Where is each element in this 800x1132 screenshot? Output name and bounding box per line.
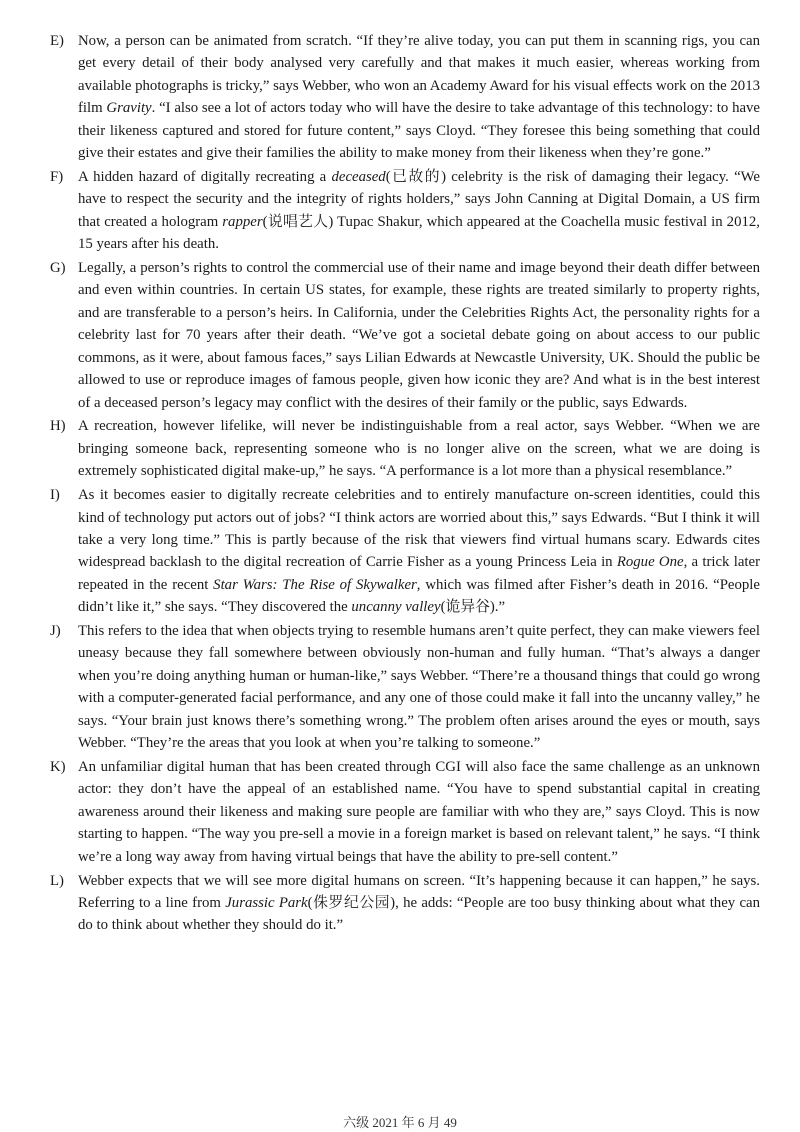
paragraph-letter: G) xyxy=(50,260,66,277)
text-run: An unfamiliar digital human that has been created through CGI will also face the same challenge as an unknown actor: they don’t have the appeal of an established name. “You have to spend substantial capital in creating awareness around their likeness and making sure people are familiar with who they are,” says Cloyd. This is now starting to happen. “The way you pre-sell a movie in a foreign market is based on relevant talent,” he says. “I think we’re a long way away from having virtual beings that have the ability to pre-sell content.” xyxy=(78,759,760,865)
paragraph-body xyxy=(78,759,760,865)
paragraph-j xyxy=(50,620,760,754)
italic-term: Gravity xyxy=(106,100,152,117)
paragraph-letter: J) xyxy=(50,623,61,640)
paragraph-body xyxy=(78,623,760,751)
text-run: (已故的) celebrity is the risk of damaging their legacy. “We have to respect the security and the integrity of rights holders,” says John Canning at Digital Domain, a US firm that created a hologram xyxy=(78,168,760,230)
paragraph-letter: E) xyxy=(50,33,64,49)
italic-term: Rogue One xyxy=(616,554,684,571)
page-footer: 六级 2021 年 6 月 49 xyxy=(343,1115,457,1130)
paragraph-l xyxy=(50,870,760,937)
paragraph-i xyxy=(50,484,760,618)
text-run: This refers to the idea that when objects trying to resemble humans aren’t quite perfect, they can make viewers feel uneasy because they fall somewhere between obviously non-human and fully human. “That’s always a danger when you’re doing anything human or human-like,” says Webber. “There’re a thousand things that could go wrong with a computer-generated facial performance, and any one of those could make it fall into the uncanny valley,” he says. “Your brain just knows there’s something wrong.” The problem often arises around the eyes or mouth, says Webber. “They’re the areas that you look at when you’re talking to someone.” xyxy=(78,623,760,752)
text-run: As it becomes easier to digitally recreate celebrities and to entirely manufacture on-screen identities, could this kind of technology put actors out of jobs? “I think actors are worried about this,” says Edwards. “But I think it will take a very long time.” This is partly because of the risk that viewers find virtual humans scary. Edwards cites widespread backlash to the digital recreation of Carrie Fisher as a young Princess Leia in xyxy=(78,487,760,571)
text-run: (侏罗纪公园), he adds: “People are too busy thinking about what they can do to think about whether they should do it.” xyxy=(78,894,760,934)
text-run: A recreation, however lifelike, will never be indistinguishable from a real actor, says Webber. “When we are bringing someone back, representing someone who is no longer alive on the screen, what we are doing is extremely sophisticated digital make-up,” he says. “A performance is a lot more than a physical resemblance.” xyxy=(78,418,760,480)
text-run: Webber expects that we will see more digital humans on screen. “It’s happening because it can happen,” he says. Referring to a line from xyxy=(78,872,760,911)
paragraph-g xyxy=(50,257,760,414)
paragraph-letter: K) xyxy=(50,759,66,775)
paragraph-e xyxy=(50,30,760,164)
italic-term: deceased xyxy=(331,168,386,185)
text-run: A hidden hazard of digitally recreating a xyxy=(78,168,332,185)
reading-passage xyxy=(50,30,760,938)
paragraph-letter: F) xyxy=(50,168,64,185)
text-run: , a trick later repeated in the recent xyxy=(78,554,761,593)
italic-term: uncanny valley xyxy=(351,599,441,616)
text-run: Legally, a person’s rights to control the commercial use of their name and image beyond their death differ between and even within countries. In certain US states, for example, these rights are treated similarly to property rights, and are transferable to a person’s heirs. In California, under the Celebrities Rights Act, the personality rights for a celebrity last for 70 years after their death. “We’ve got a societal debate going on about access to our public commons, as it were, about famous faces,” says Lilian Edwards at Newcastle University, UK. Should the public be allowed to use or reproduce images of famous people, given how iconic they are? And what is in the best interest of a deceased person’s legacy may conflict with the desires of their family or the public, says Edwards. xyxy=(78,260,760,411)
paragraph-body xyxy=(78,873,760,934)
paragraph-f xyxy=(50,166,760,256)
italic-term: Jurassic Park xyxy=(225,894,308,911)
paragraph-body xyxy=(78,418,760,479)
text-run: (说唱艺人) Tupac Shakur, which appeared at the Coachella music festival in 2012, 15 years after his death. xyxy=(78,213,760,253)
italic-term: rapper xyxy=(222,213,263,230)
paragraph-body xyxy=(78,487,760,615)
text-run: (诡异谷).” xyxy=(440,599,506,616)
paragraph-letter: L) xyxy=(50,872,64,889)
italic-term: Star Wars: The Rise of Skywalker xyxy=(213,576,417,593)
paragraph-letter: H) xyxy=(50,418,66,435)
text-run: . “I also see a lot of actors today who will have the desire to take advantage of this technology: to have their likeness captured and stored for future content,” says Cloyd. “They foresee this being something that could give their estates and give their families the ability to make money from their likeness when they’re gone.” xyxy=(78,100,760,162)
text-run: , which was filmed after Fisher’s death in 2016. “People didn’t like it,” she says. “They discovered the xyxy=(78,576,760,616)
text-run: Now, a person can be animated from scratch. “If they’re alive today, you can put them in scanning rigs, you can get every detail of their body analysed very carefully and that makes it much easier, whereas working from available photographs is tricky,” says Webber, who won an Academy Award for his visual effects work on the 2013 film xyxy=(78,33,760,117)
paragraph-body xyxy=(78,33,760,161)
paragraph-letter: I) xyxy=(50,487,60,504)
paragraph-h xyxy=(50,415,760,482)
paragraph-body xyxy=(78,260,760,410)
paragraph-body xyxy=(78,169,760,252)
paragraph-k xyxy=(50,756,760,868)
